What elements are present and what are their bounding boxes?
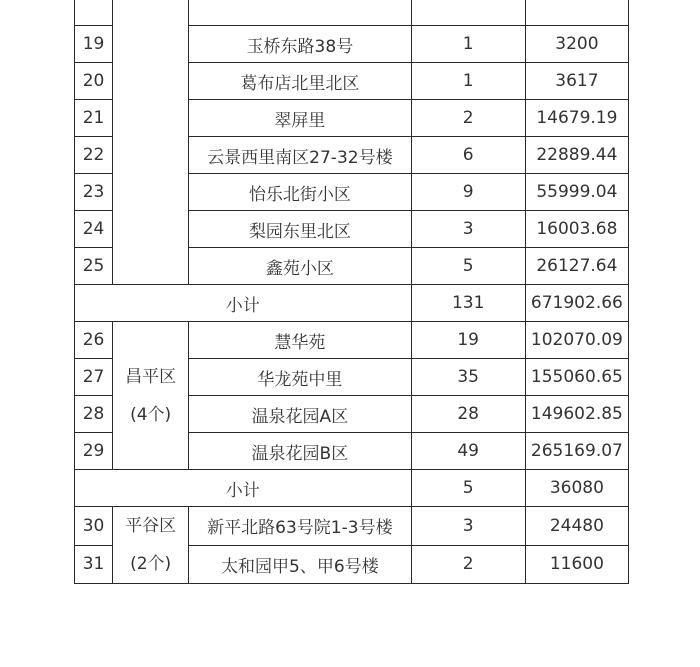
cell-no: 24: [75, 211, 113, 248]
cell-no: 19: [75, 26, 113, 63]
cell-name: 葛布店北里北区: [189, 63, 411, 100]
district-name: 平谷区: [125, 516, 177, 536]
cell-count: 9: [411, 174, 525, 211]
cell-count: 5: [411, 248, 525, 285]
cell-area: 26127.64: [525, 248, 628, 285]
cell-area: 265169.07: [525, 433, 628, 470]
cell-no: 20: [75, 63, 113, 100]
community-table: [74, 0, 629, 584]
cell-no: 26: [75, 322, 113, 359]
cell-area: 102070.09: [525, 322, 628, 359]
district-cell-changping: [113, 322, 189, 470]
cell-count: 2: [411, 100, 525, 137]
cell-area: 11600: [525, 545, 628, 584]
cell-area: 55999.04: [525, 174, 628, 211]
cell-count: 1: [411, 63, 525, 100]
cell-area: 14679.19: [525, 100, 628, 137]
cell-no: 23: [75, 174, 113, 211]
cell-no: 29: [75, 433, 113, 470]
cell-no: 22: [75, 137, 113, 174]
cell-name: 梨园东里北区: [189, 211, 411, 248]
cell-count: 1: [411, 26, 525, 63]
cell-area: 149602.85: [525, 396, 628, 433]
cell-count: 2: [411, 545, 525, 584]
cell-no: 31: [75, 545, 113, 584]
table-row: [75, 322, 629, 359]
subtotal-count: 131: [411, 285, 525, 322]
cell-name: 翠屏里: [189, 100, 411, 137]
cell-count: 6: [411, 137, 525, 174]
cell-no: 30: [75, 507, 113, 546]
district-count: (4个): [130, 404, 172, 425]
subtotal-label: 小计: [75, 285, 412, 322]
table-row-cutoff: [75, 0, 629, 26]
cell-name: 玉桥东路38号: [189, 26, 411, 63]
cell-area: 16003.68: [525, 211, 628, 248]
cell-no: 25: [75, 248, 113, 285]
subtotal-area: 671902.66: [525, 285, 628, 322]
subtotal-row: [75, 285, 629, 322]
cell-name: 怡乐北街小区: [189, 174, 411, 211]
cell-count: 28: [411, 396, 525, 433]
cell-no: 28: [75, 396, 113, 433]
cell-area: 3617: [525, 63, 628, 100]
cell-district-continued: [113, 0, 189, 285]
cell-count: [411, 0, 525, 26]
cell-area: 22889.44: [525, 137, 628, 174]
cell-area: 155060.65: [525, 359, 628, 396]
cell-name: 云景西里南区27-32号楼: [189, 137, 411, 174]
cell-count: 3: [411, 507, 525, 546]
district-cell-pinggu: [113, 507, 189, 584]
district-count: (2个): [130, 554, 172, 574]
cell-area: 3200: [525, 26, 628, 63]
cell-name: 华龙苑中里: [189, 359, 411, 396]
cell-name: 太和园甲5、甲6号楼: [189, 545, 411, 584]
table-row: [75, 507, 629, 546]
table-body: [75, 0, 629, 584]
cell-count: 35: [411, 359, 525, 396]
cell-area: 24480: [525, 507, 628, 546]
subtotal-row: [75, 470, 629, 507]
cell-name: 鑫苑小区: [189, 248, 411, 285]
cell-name: 慧华苑: [189, 322, 411, 359]
cell-no: [75, 0, 113, 26]
cell-no: 27: [75, 359, 113, 396]
subtotal-count: 5: [411, 470, 525, 507]
cell-count: 3: [411, 211, 525, 248]
cell-area: [525, 0, 628, 26]
district-name: 昌平区: [125, 366, 177, 387]
cell-no: 21: [75, 100, 113, 137]
cell-name: 新平北路63号院1-3号楼: [189, 507, 411, 546]
subtotal-area: 36080: [525, 470, 628, 507]
cell-count: 19: [411, 322, 525, 359]
cell-name: 温泉花园B区: [189, 433, 411, 470]
cell-name: 温泉花园A区: [189, 396, 411, 433]
cell-count: 49: [411, 433, 525, 470]
cell-name: [189, 0, 411, 26]
subtotal-label: 小计: [75, 470, 412, 507]
